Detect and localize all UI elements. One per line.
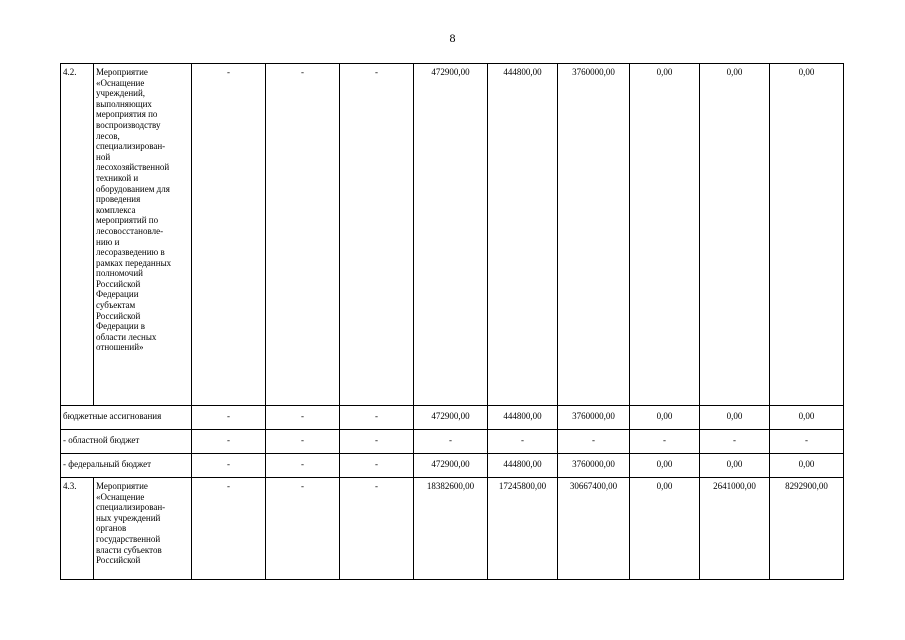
- table-cell: -: [192, 430, 266, 454]
- row-title: Мероприятие «Оснащение специализирован- ных учреждений органов государственной власти субъектов Российской: [94, 478, 192, 580]
- table-cell: -: [414, 430, 488, 454]
- table-cell: 0,00: [770, 406, 844, 430]
- table-cell: 0,00: [700, 454, 770, 478]
- table-cell: -: [558, 430, 630, 454]
- table-row: [61, 430, 844, 454]
- table-cell: -: [266, 64, 340, 406]
- table-cell: -: [340, 454, 414, 478]
- table-cell: -: [700, 430, 770, 454]
- table-cell: 444800,00: [488, 64, 558, 406]
- table-cell: -: [266, 430, 340, 454]
- table-row: [61, 454, 844, 478]
- table-cell: -: [340, 406, 414, 430]
- table-cell: -: [770, 430, 844, 454]
- table-row: [61, 478, 844, 580]
- row-code: 4.3.: [61, 478, 94, 580]
- table-cell: -: [488, 430, 558, 454]
- table-cell: -: [340, 64, 414, 406]
- table-cell: -: [266, 454, 340, 478]
- table-cell: -: [192, 478, 266, 580]
- table-cell: -: [340, 430, 414, 454]
- table-cell: -: [192, 64, 266, 406]
- table-cell: -: [192, 454, 266, 478]
- row-label: бюджетные ассигнования: [61, 406, 192, 430]
- table-cell: 17245800,00: [488, 478, 558, 580]
- row-title: Мероприятие «Оснащение учреждений, выполняющих мероприятия по воспроизводству лесов, специализирован- ной лесохозяйственной техникой и оборудованием для проведения комплекса мероприятий по лесовосстановле- нию и лесоразведению в рамках переданных полномочий Российской Федерации субъектам Российской Федерации в области лесных отношений»: [94, 64, 192, 406]
- table-row: [61, 64, 844, 406]
- table-cell: 18382600,00: [414, 478, 488, 580]
- table-cell: 0,00: [700, 64, 770, 406]
- row-label: - областной бюджет: [61, 430, 192, 454]
- table-cell: -: [340, 478, 414, 580]
- table-cell: 472900,00: [414, 64, 488, 406]
- table-cell: 3760000,00: [558, 406, 630, 430]
- table-cell: -: [192, 406, 266, 430]
- table-cell: 472900,00: [414, 454, 488, 478]
- table-cell: 0,00: [630, 64, 700, 406]
- table-cell: 3760000,00: [558, 454, 630, 478]
- table-cell: -: [630, 430, 700, 454]
- table-cell: 2641000,00: [700, 478, 770, 580]
- table-cell: 0,00: [630, 406, 700, 430]
- table-cell: -: [266, 406, 340, 430]
- table-cell: 0,00: [700, 406, 770, 430]
- page-number: 8: [449, 31, 456, 45]
- budget-table: [60, 63, 844, 580]
- table-cell: 0,00: [630, 478, 700, 580]
- table-cell: 0,00: [770, 454, 844, 478]
- table-row: [61, 406, 844, 430]
- table-cell: 472900,00: [414, 406, 488, 430]
- table-cell: -: [266, 478, 340, 580]
- table-cell: 8292900,00: [770, 478, 844, 580]
- row-code: 4.2.: [61, 64, 94, 406]
- table-cell: 0,00: [770, 64, 844, 406]
- table-cell: 3760000,00: [558, 64, 630, 406]
- table-cell: 444800,00: [488, 406, 558, 430]
- table-cell: 444800,00: [488, 454, 558, 478]
- table-cell: 30667400,00: [558, 478, 630, 580]
- row-label: - федеральный бюджет: [61, 454, 192, 478]
- table-cell: 0,00: [630, 454, 700, 478]
